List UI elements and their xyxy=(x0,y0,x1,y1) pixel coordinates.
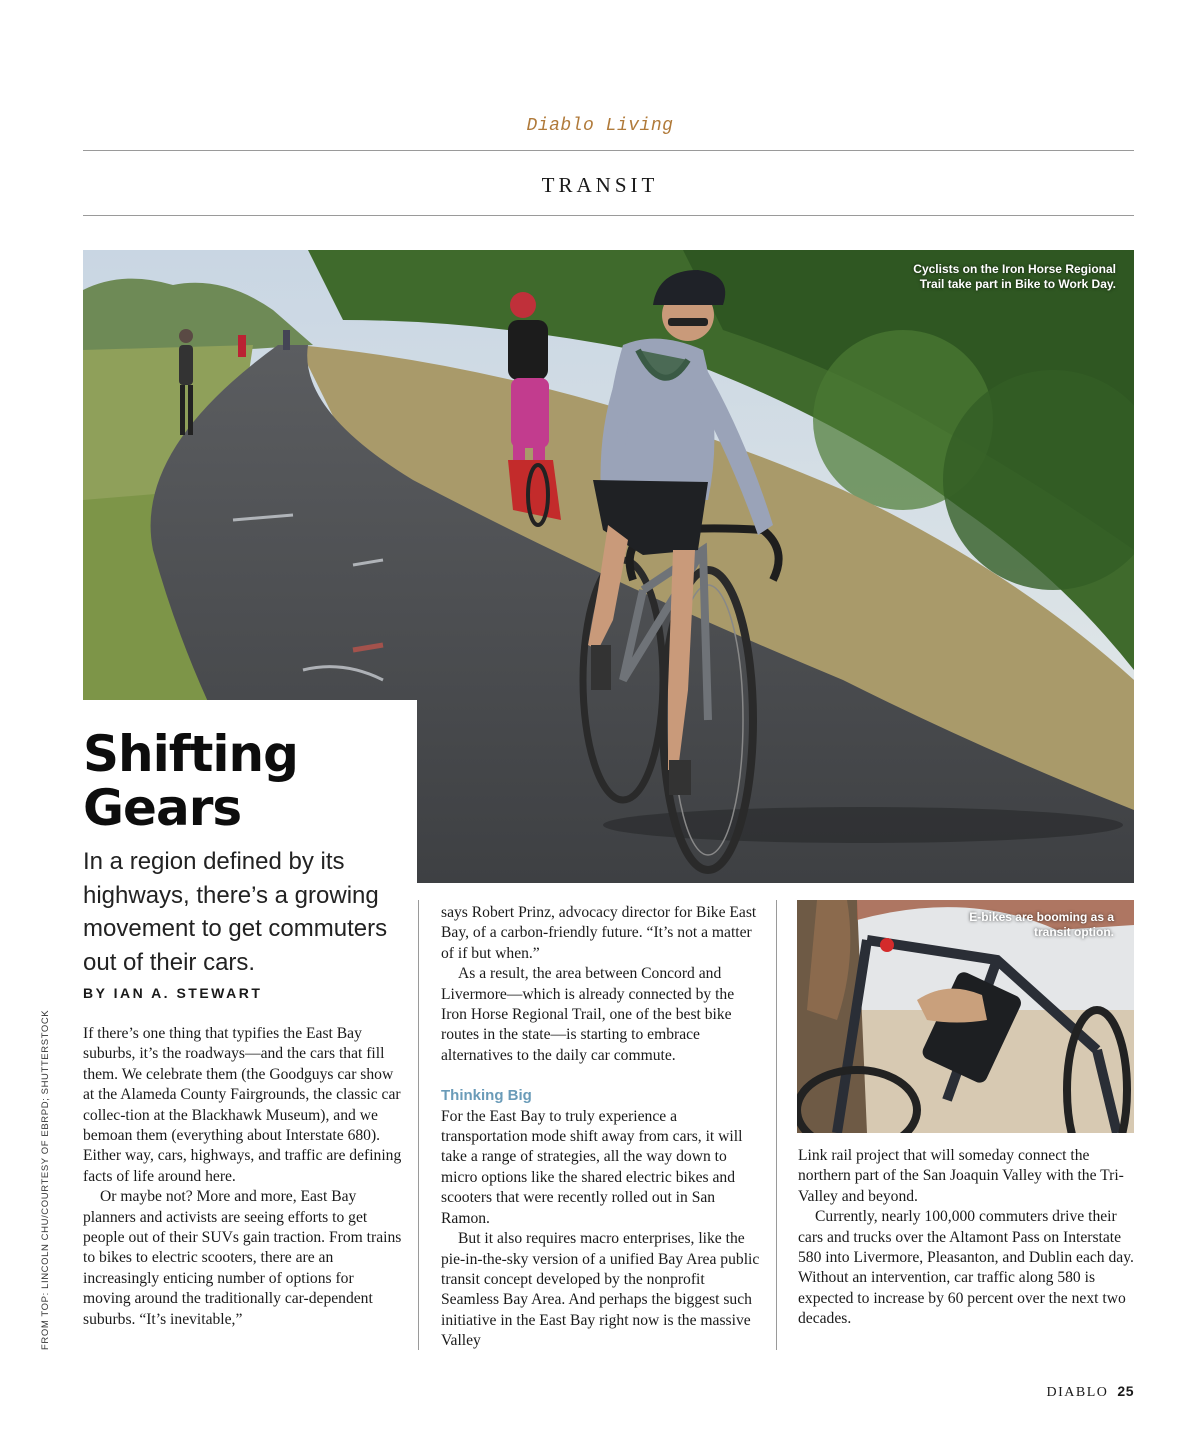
headline-line-1: Shifting xyxy=(83,725,298,783)
body-column-2 xyxy=(441,903,761,1352)
paragraph: Link rail project that will someday connect the northern part of the San Joaquin Valley with the Tri-Valley and beyond. xyxy=(798,1147,1124,1205)
paragraph: Currently, nearly 100,000 commuters drive their cars and trucks over the Altamont Pass on Interstate 580 into Livermore, Pleasanton, and Dublin each day. Without an intervention, car traffic along 580 is expected to increase by 60 percent over the next two decades. xyxy=(798,1208,1134,1328)
header-rule-bottom xyxy=(83,215,1134,216)
byline: BY IAN A. STEWART xyxy=(83,985,263,1001)
column-divider-1 xyxy=(418,900,419,1350)
paragraph: Or maybe not? More and more, East Bay planners and activists are seeing efforts to get people out of their SUVs gain traction. From trains to bikes to electric scooters, there are an increasingly enticing number of options for moving around the traditionally car-dependent suburbs. “It’s inevitable,” xyxy=(83,1188,402,1328)
folio xyxy=(1047,1383,1134,1401)
paragraph: If there’s one thing that typifies the East Bay suburbs, it’s the roadways—and the cars that fill them. We celebrate them (the Goodguys car show at the Alameda County Fairgrounds, the classic car collec-tion at the Blackhawk Museum), and we bemoan them (everything about Interstate 680). Either way, cars, highways, and traffic are defining facts of life around here. xyxy=(83,1025,402,1185)
department-label: TRANSIT xyxy=(541,173,659,197)
paragraph: For the East Bay to truly experience a transportation mode shift away from cars, it will take a range of strategies, all the way down to micro options like the shared electric bikes and scooters that were recently rolled out in San Ramon. xyxy=(441,1107,743,1227)
page-number: 25 xyxy=(1117,1383,1134,1399)
headline xyxy=(83,727,413,835)
ebike-caption: E-bikes are booming as a transit option. xyxy=(969,910,1114,939)
subhead: Thinking Big xyxy=(441,1087,532,1105)
body-column-3 xyxy=(798,1146,1134,1330)
hero-caption: Cyclists on the Iron Horse Regional Trail take part in Bike to Work Day. xyxy=(913,262,1116,291)
dek: In a region defined by its highways, there’s a growing movement to get commuters out of their cars. xyxy=(83,848,388,976)
headline-line-2: Gears xyxy=(83,779,242,837)
ebike-photo xyxy=(797,900,1134,1133)
paragraph: says Robert Prinz, advocacy director for Bike East Bay, of a carbon-friendly future. “It’s not a matter of if but when.” xyxy=(441,904,757,962)
column-divider-2 xyxy=(776,900,777,1350)
body-column-1 xyxy=(83,1024,403,1330)
magazine-name: DIABLO xyxy=(1046,1385,1109,1400)
paragraph: But it also requires macro enterprises, like the pie-in-the-sky version of a unified Bay Area public transit concept developed by the nonprofit Seamless Bay Area. And perhaps the biggest such initiative in the East Bay right now is the massive Valley xyxy=(441,1230,760,1350)
section-name: Diablo Living xyxy=(526,116,674,136)
photo-credit: FROM TOP: LINCOLN CHU/COURTESY OF EBRPD; SHUTTERSTOCK xyxy=(40,1009,51,1350)
paragraph: As a result, the area between Concord and Livermore—which is already connected by the Iron Horse Regional Trail, one of the best bike routes in the state—is starting to embrace alternatives to the daily car commute. xyxy=(441,965,735,1064)
header-rule-top xyxy=(83,150,1134,151)
